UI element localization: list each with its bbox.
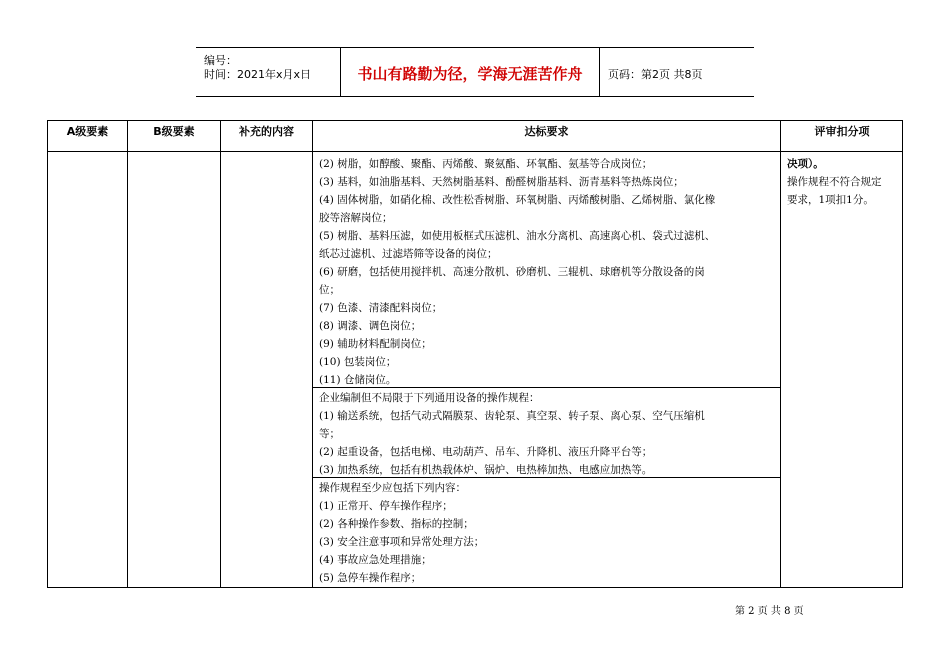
requirement-line: 胶等溶解岗位；	[319, 212, 393, 224]
page-header	[196, 47, 754, 97]
page-footer: 第 2 页 共 8 页	[735, 606, 804, 617]
requirement-line: 等；	[319, 428, 340, 440]
column-header-deductions: 评审扣分项	[814, 125, 870, 138]
column-divider	[780, 121, 781, 587]
requirement-line: (5) 树脂、基料压滤，如使用板框式压滤机、油水分离机、高速离心机、袋式过滤机、	[319, 230, 716, 242]
column-divider	[220, 121, 221, 587]
requirement-line: 企业编制但不局限于下列通用设备的操作规程：	[319, 392, 540, 404]
requirement-line: 操作规程至少应包括下列内容：	[319, 482, 466, 494]
requirement-line: (4) 事故应急处理措施；	[319, 554, 432, 566]
deduction-line: 操作规程不符合规定	[787, 176, 882, 188]
requirement-line: (3) 加热系统，包括有机热载体炉、锅炉、电热棒加热、电感应加热等。	[319, 464, 653, 476]
requirement-line: (2) 各种操作参数、指标的控制；	[319, 518, 474, 530]
requirement-line: (1) 正常开、停车操作程序；	[319, 500, 453, 512]
header-motto-cell	[341, 48, 600, 96]
requirement-line: (1) 输送系统，包括气动式隔膜泵、齿轮泵、真空泵、转子泵、离心泵、空气压缩机	[319, 410, 705, 422]
column-divider	[312, 121, 313, 587]
requirement-line: (3) 基料，如油脂基料、天然树脂基料、酚醛树脂基料、沥青基料等热炼岗位；	[319, 176, 684, 188]
requirement-line: (11) 仓储岗位。	[319, 374, 397, 386]
motto-text: 书山有路勤为径，学海无涯苦作舟	[357, 65, 583, 83]
column-header-requirements: 达标要求	[524, 125, 569, 138]
requirement-line: 位；	[319, 284, 340, 296]
document-number-label: 编号：	[204, 54, 237, 67]
requirement-line: (2) 起重设备，包括电梯、电动葫芦、吊车、升降机、液压升降平台等；	[319, 446, 653, 458]
requirement-line: (8) 调漆、调色岗位；	[319, 320, 422, 332]
requirement-line: (2) 树脂，如醇酸、聚酯、丙烯酸、聚氨酯、环氧酯、氨基等合成岗位；	[319, 158, 653, 170]
requirement-line: (9) 辅助材料配制岗位；	[319, 338, 432, 350]
requirements-block-1	[319, 155, 779, 389]
requirement-line: (4) 固体树脂，如硝化棉、改性松香树脂、环氧树脂、丙烯酸树脂、乙烯树脂、氯化橡	[319, 194, 716, 206]
column-header-b-level: B级要素	[153, 125, 195, 138]
requirements-block-3	[319, 479, 779, 587]
requirement-line: (6) 研磨，包括使用搅拌机、高速分散机、砂磨机、三辊机、球磨机等分散设备的岗	[319, 266, 705, 278]
deduction-line: 决项）。	[787, 158, 824, 170]
deduction-items	[787, 155, 901, 209]
requirement-line: (3) 安全注意事项和异常处理方法；	[319, 536, 485, 548]
column-divider	[127, 121, 128, 587]
document-time-label: 时间：2021年x月x日	[204, 68, 312, 81]
header-page-cell	[600, 48, 754, 96]
requirements-block-2	[319, 389, 779, 479]
requirement-line: (5) 急停车操作程序；	[319, 572, 422, 584]
deduction-line: 要求，1项扣1分。	[787, 194, 874, 206]
requirement-line: 纸芯过滤机、过滤塔筛等设备的岗位；	[319, 248, 498, 260]
header-meta-cell	[196, 48, 341, 96]
requirement-line: (7) 色漆、清漆配料岗位；	[319, 302, 443, 314]
column-header-supplement: 补充的内容	[239, 125, 294, 138]
standards-table	[47, 120, 903, 588]
page-info-label: 页码：第2页 共8页	[608, 68, 703, 81]
column-header-a-level: A级要素	[66, 125, 109, 138]
requirement-line: (10) 包装岗位；	[319, 356, 397, 368]
